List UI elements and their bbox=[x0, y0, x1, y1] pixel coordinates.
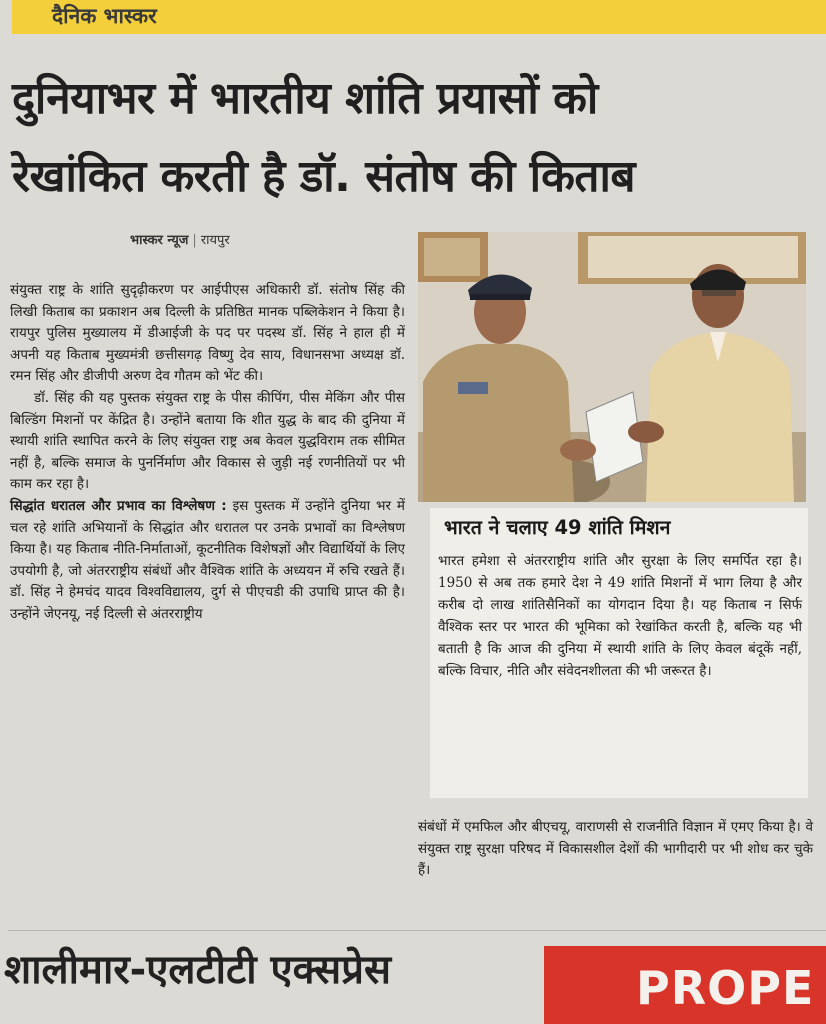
article-paragraph-3 bbox=[10, 496, 405, 626]
article-subhead: सिद्धांत धरातल और प्रभाव का विश्लेषण : bbox=[10, 497, 227, 514]
news-photo bbox=[418, 232, 806, 502]
next-story-headline: शालीमार-एलटीटी एक्सप्रेस bbox=[4, 947, 392, 993]
section-divider bbox=[8, 930, 826, 931]
masthead-logo: दैनिक भास्कर bbox=[52, 4, 157, 28]
article-continuation: संबंधों में एमफिल और बीएचयू, वाराणसी से राजनीति विज्ञान में एमए किया है। वे संयुक्त राष्ट्र सुरक्षा परिषद में विकासशील देशों की भागीदारी पर भी शोध कर चुके हैं। bbox=[418, 819, 813, 879]
article-paragraph-3-text: इस पुस्तक में उन्होंने दुनिया भर में चल रहे शांति अभियानों के सिद्धांत और धरातल पर उनके प्रभावों का विश्लेषण किया है। यह किताब नीति-निर्माताओं, कूटनीतिक विशेषज्ञों और विद्यार्थियों के लिए उपयोगी है, जो अंतरराष्ट्रीय संबंधों और वैश्विक शांति के अध्ययन में रुचि रखते हैं। डॉ. सिंह ने हेमचंद यादव विश्वविद्यालय, दुर्ग से पीएचडी की उपाधि प्राप्त की है। उन्होंने जेएनयू, नई दिल्ली से अंतरराष्ट्रीय bbox=[10, 497, 405, 622]
sidebar-text: भारत हमेशा से अंतरराष्ट्रीय शांति और सुरक्षा के लिए समर्पित रहा है। 1950 से अब तक हमारे देश ने 49 शांति मिशनों में भाग लिया है और करीब दो लाख शांतिसैनिकों का योगदान दिया है। यह किताब न सिर्फ वैश्विक स्तर पर भारत की भूमिका को रेखांकित करती है, बल्कि यह भी बताती है कि आज की दुनिया में स्थायी शांति के लिए केवल बंदूकें नहीं, बल्कि विचार, नीति और संवेदनशीलता की भी जरूरत है। bbox=[438, 553, 802, 679]
byline-separator: | bbox=[192, 233, 197, 248]
headline-line-1: दुनियाभर में भारतीय शांति प्रयासों को bbox=[12, 73, 598, 124]
sidebar-box bbox=[430, 508, 808, 798]
byline-agency: भास्कर न्यूज bbox=[130, 233, 189, 248]
photo-illustration bbox=[418, 232, 806, 502]
headline-line-2: रेखांकित करती है डॉ. संतोष की किताब bbox=[12, 151, 635, 202]
sidebar-title: भारत ने चलाए 49 शांति मिशन bbox=[444, 516, 671, 539]
article-paragraph-1: संयुक्त राष्ट्र के शांति सुदृढ़ीकरण पर आईपीएस अधिकारी डॉ. संतोष सिंह की लिखी किताब का प्रकाशन अब दिल्ली के प्रतिष्ठित मानक पब्लिकेशन ने किया है। रायपुर पुलिस मुख्यालय में डीआईजी के पद पर पदस्थ डॉ. सिंह ने हाल ही में अपनी यह किताब मुख्यमंत्री छत्तीसगढ़ विष्णु देव साय, विधानसभा अध्यक्ष डॉ. रमन सिंह और डीजीपी अरुण देव गौतम को भेंट की। bbox=[10, 282, 405, 385]
article-body bbox=[10, 280, 405, 626]
advertisement bbox=[544, 946, 826, 1024]
byline-city: रायपुर bbox=[200, 233, 230, 248]
ad-text: PROPE bbox=[636, 961, 815, 1015]
article-paragraph-2: डॉ. सिंह की यह पुस्तक संयुक्त राष्ट्र के पीस कीपिंग, पीस मेकिंग और पीस बिल्डिंग मिशनों पर केंद्रित है। उन्होंने बताया कि शीत युद्ध के बाद की दुनिया में स्थायी शांति स्थापित करने के लिए संयुक्त राष्ट्र अब केवल युद्धविराम तक सीमित नहीं है, बल्कि समाज के पुनर्निर्माण और विकास से जुड़ी नई रणनीतियों पर भी काम कर रहा है। bbox=[10, 389, 405, 493]
byline bbox=[130, 230, 230, 248]
masthead-bar bbox=[12, 0, 826, 34]
